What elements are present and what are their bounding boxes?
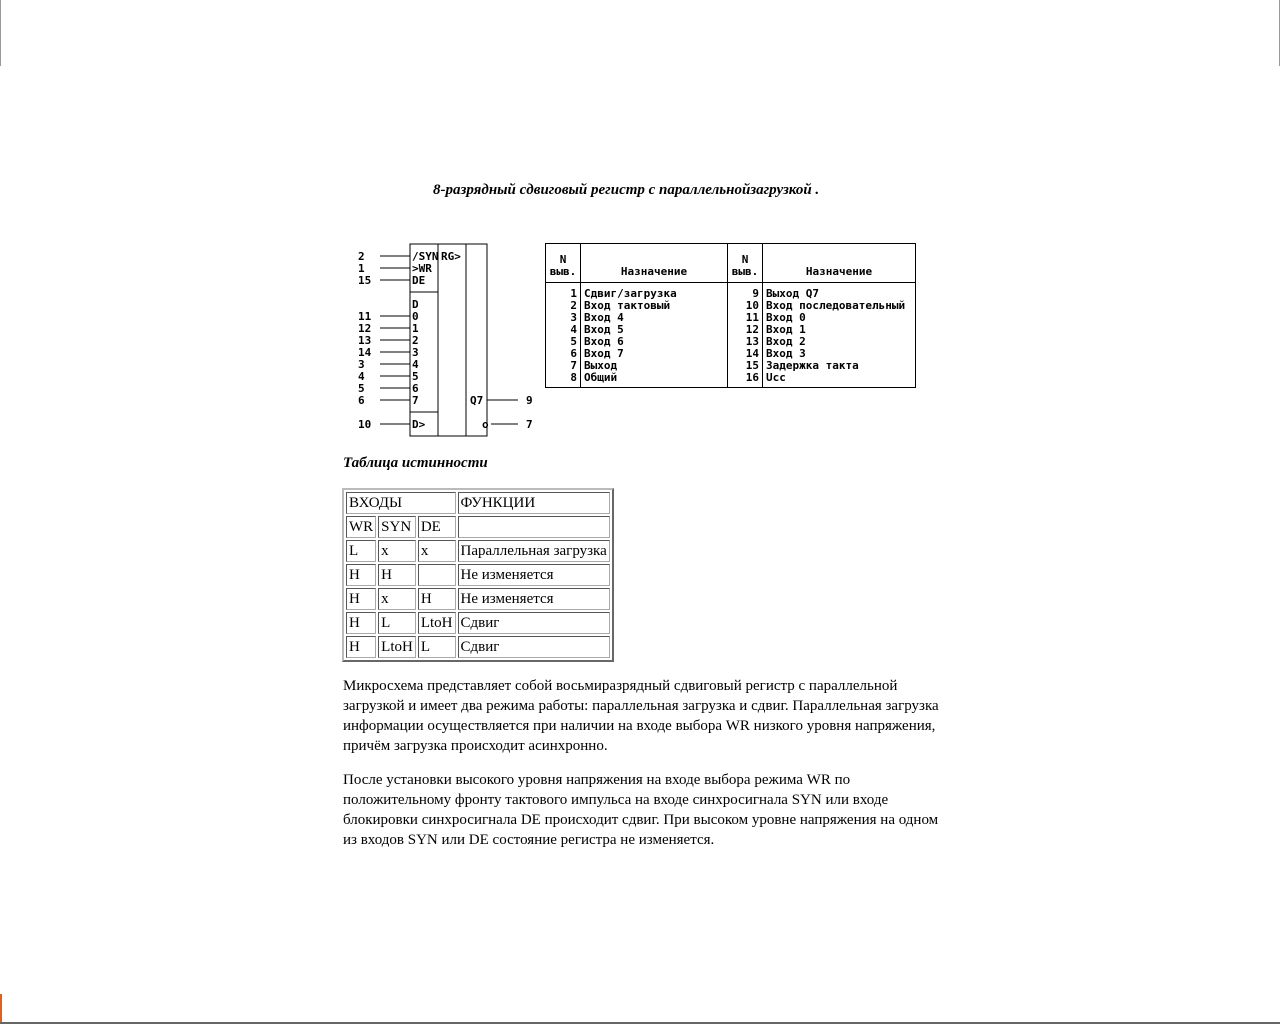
table-cell: H	[346, 564, 376, 586]
pin-label: 3	[412, 346, 419, 359]
table-cell: Сдвиг	[458, 612, 610, 634]
sub-header: DE	[418, 516, 456, 538]
table-row	[346, 492, 610, 514]
table-cell: Не изменяется	[458, 588, 610, 610]
pin-number: 15	[358, 274, 372, 287]
pin-number: 13	[358, 334, 372, 347]
table-cell: x	[378, 540, 416, 562]
truth-table-title: Таблица истинности	[343, 455, 488, 471]
pin-number: 10	[358, 418, 372, 431]
pin-number: 4	[358, 370, 365, 383]
pin-number: 6	[358, 394, 365, 407]
table-cell: x	[418, 540, 456, 562]
table-cell	[418, 564, 456, 586]
table-cell: Не изменяется	[458, 564, 610, 586]
table-cell: LtoH	[378, 636, 416, 658]
pin-numbers-left: 1 2 3 4 5 6 7 8	[546, 283, 581, 388]
table-cell: H	[418, 588, 456, 610]
output-pin-number: 7	[526, 418, 533, 431]
pin-number: 11	[358, 310, 372, 323]
pin-label: D>	[412, 418, 426, 431]
rg-label: RG>	[441, 250, 461, 263]
table-row	[346, 564, 610, 586]
col-header-pin: N выв.	[546, 244, 581, 283]
page-title: 8-разрядный сдвиговый регистр с параллельнойзагрузкой .	[433, 182, 820, 198]
table-cell: H	[346, 612, 376, 634]
description-paragraph: После установки высокого уровня напряжения на входе выбора режима WR по положительному фронту тактового импульса на входе синхросигнала SYN или входе блокировки синхросигнала DE происходит сдвиг. При высоком уровне напряжения на одном из входов SYN или DE состояние регистра не изменяется.	[343, 772, 939, 848]
col-header-pin: N выв.	[728, 244, 763, 283]
register-diagram	[350, 238, 550, 442]
output-pin-number: 9	[526, 394, 533, 407]
pin-label: 2	[412, 334, 419, 347]
table-row	[346, 588, 610, 610]
pin-label: 1	[412, 322, 419, 335]
pin-number: 14	[358, 346, 372, 359]
corner-mark	[0, 994, 2, 1022]
table-row	[346, 636, 610, 658]
inverted-bubble: o	[482, 418, 489, 431]
table-cell: x	[378, 588, 416, 610]
inputs-header: ВХОДЫ	[346, 492, 456, 514]
pin-label: 5	[412, 370, 419, 383]
pin-number: 12	[358, 322, 372, 335]
pin-label: /SYN	[412, 250, 439, 263]
pin-label: 7	[412, 394, 419, 407]
table-cell: H	[346, 588, 376, 610]
table-cell: H	[378, 564, 416, 586]
empty-cell	[458, 516, 610, 538]
table-cell: Параллельная загрузка	[458, 540, 610, 562]
pin-label: 6	[412, 382, 419, 395]
pin-label: DE	[412, 274, 426, 287]
sub-header: SYN	[378, 516, 416, 538]
table-cell: L	[378, 612, 416, 634]
pin-numbers-right: 9 10 11 12 13 14 15 16	[728, 283, 763, 388]
window-frame-left	[0, 0, 1, 66]
col-header-purpose: Назначение	[763, 244, 916, 283]
table-cell: L	[418, 636, 456, 658]
description-paragraph: Микросхема представляет собой восьмиразрядный сдвиговый регистр с параллельной загрузкой и имеет два режима работы: параллельная загрузка и сдвиг. Параллельная загрузка информации осуществляется при наличии на входе выбора WR низкого уровня напряжения, причём загрузка происходит асинхронно.	[343, 678, 939, 754]
pin-label: 4	[412, 358, 419, 371]
table-body-row	[546, 283, 916, 388]
col-header-purpose: Назначение	[581, 244, 728, 283]
pin-names-left: Сдвиг/загрузка Вход тактовый Вход 4 Вход 5 Вход 6 Вход 7 Выход Общий	[581, 283, 728, 388]
table-row	[346, 540, 610, 562]
pin-number: 2	[358, 250, 365, 263]
truth-table	[342, 488, 614, 662]
table-row	[346, 516, 610, 538]
pin-label: >WR	[412, 262, 432, 275]
functions-header: ФУНКЦИИ	[458, 492, 610, 514]
pin-number: 5	[358, 382, 365, 395]
table-cell: LtoH	[418, 612, 456, 634]
table-header-row	[546, 244, 916, 283]
table-cell: H	[346, 636, 376, 658]
pin-number: 1	[358, 262, 365, 275]
sub-header: WR	[346, 516, 376, 538]
table-row	[346, 612, 610, 634]
pin-number: 3	[358, 358, 365, 371]
table-cell: Сдвиг	[458, 636, 610, 658]
pin-label: D	[412, 298, 419, 311]
table-cell: L	[346, 540, 376, 562]
pin-label: 0	[412, 310, 419, 323]
pin-names-right: Выход Q7 Вход последовательный Вход 0 Вход 1 Вход 2 Вход 3 Задержка такта Ucc	[763, 283, 916, 388]
q7-label: Q7	[470, 394, 484, 407]
pin-assignment-table	[545, 243, 916, 388]
